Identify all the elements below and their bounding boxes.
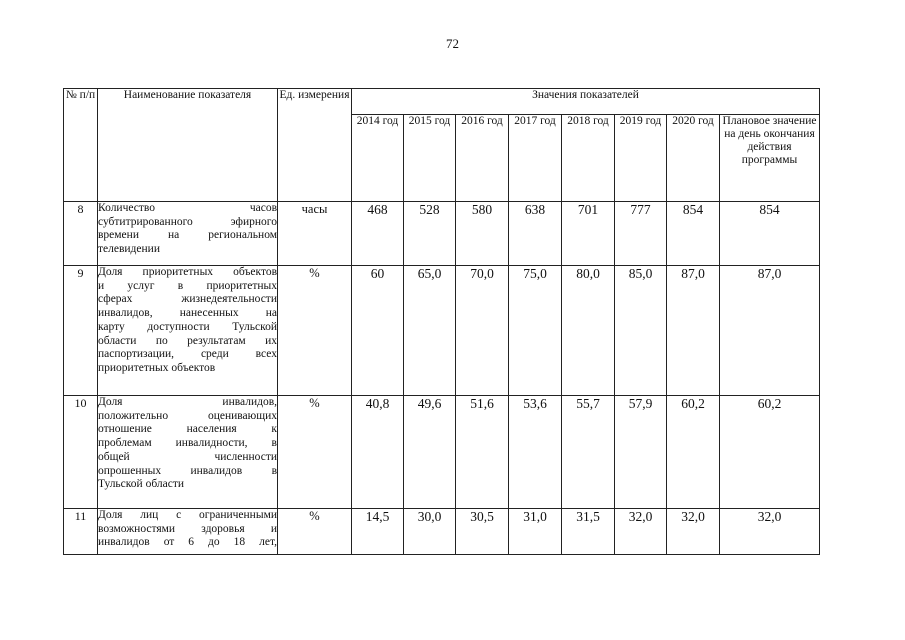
indicator-name <box>98 202 278 266</box>
indicator-name-line: сферах жизнедеятельности <box>98 293 277 306</box>
value-cell: 53,6 <box>509 396 562 509</box>
value-cell: 32,0 <box>667 509 720 555</box>
value-cell: 85,0 <box>615 266 667 396</box>
value-cell: 65,0 <box>404 266 456 396</box>
indicator-name-line: паспортизации, среди всех <box>98 348 277 361</box>
header-year: 2020 год <box>667 115 720 202</box>
unit-cell: % <box>278 396 352 509</box>
table-row <box>64 202 820 266</box>
indicator-name-line: проблемам инвалидности, в <box>98 437 277 450</box>
value-cell: 60,2 <box>667 396 720 509</box>
header-year: 2018 год <box>562 115 615 202</box>
row-number: 10 <box>64 396 98 509</box>
value-cell: 75,0 <box>509 266 562 396</box>
indicator-name <box>98 509 278 555</box>
header-year: 2017 год <box>509 115 562 202</box>
indicator-name-line: опрошенных инвалидов в <box>98 464 277 477</box>
indicator-name-line: приоритетных объектов <box>98 361 216 374</box>
indicator-name-line: Тульской области <box>98 478 185 491</box>
planned-value-cell: 854 <box>720 202 820 266</box>
header-year: 2019 год <box>615 115 667 202</box>
header-year: 2015 год <box>404 115 456 202</box>
planned-value-cell: 32,0 <box>720 509 820 555</box>
value-cell: 80,0 <box>562 266 615 396</box>
indicator-name-line: возможностями здоровья и <box>98 522 277 535</box>
indicator-name-line: телевидении <box>98 243 160 256</box>
unit-cell: часы <box>278 202 352 266</box>
indicator-name-line: времени на региональном <box>98 229 277 242</box>
indicator-name-line: Доля лиц с ограниченными <box>98 509 277 521</box>
value-cell: 638 <box>509 202 562 266</box>
value-cell: 14,5 <box>352 509 404 555</box>
indicator-name-line: отношение населения к <box>98 423 277 436</box>
indicator-name-line: и услуг в приоритетных <box>98 279 277 292</box>
value-cell: 580 <box>456 202 509 266</box>
indicator-name <box>98 266 278 396</box>
value-cell: 528 <box>404 202 456 266</box>
indicator-name-line: инвалидов, нанесенных на <box>98 307 277 320</box>
value-cell: 55,7 <box>562 396 615 509</box>
indicator-name-line: субтитрированного эфирного <box>98 215 277 228</box>
value-cell: 32,0 <box>615 509 667 555</box>
value-cell: 87,0 <box>667 266 720 396</box>
row-number: 11 <box>64 509 98 555</box>
header-year: 2016 год <box>456 115 509 202</box>
value-cell: 701 <box>562 202 615 266</box>
value-cell: 468 <box>352 202 404 266</box>
indicators-table <box>63 88 820 555</box>
header-values-group: Значения показателей <box>352 89 820 115</box>
header-unit: Ед. измерения <box>278 89 352 202</box>
indicator-name-line: положительно оценивающих <box>98 409 277 422</box>
header-planned: Плановое значение на день окончания действия программы <box>720 115 820 202</box>
table-row <box>64 266 820 396</box>
header-name: Наименование показателя <box>98 89 278 202</box>
value-cell: 777 <box>615 202 667 266</box>
unit-cell: % <box>278 266 352 396</box>
header-year: 2014 год <box>352 115 404 202</box>
value-cell: 40,8 <box>352 396 404 509</box>
table-row <box>64 396 820 509</box>
indicator-name <box>98 396 278 509</box>
page-number: 72 <box>446 36 459 51</box>
indicator-name-line: общей численности <box>98 450 277 463</box>
value-cell: 70,0 <box>456 266 509 396</box>
unit-cell: % <box>278 509 352 555</box>
indicator-name-line: карту доступности Тульской <box>98 320 277 333</box>
indicator-name-line: инвалидов от 6 до 18 лет, <box>98 536 277 549</box>
value-cell: 31,0 <box>509 509 562 555</box>
planned-value-cell: 87,0 <box>720 266 820 396</box>
value-cell: 31,5 <box>562 509 615 555</box>
indicator-name-line: области по результатам их <box>98 334 277 347</box>
value-cell: 60 <box>352 266 404 396</box>
indicator-name-line: Доля инвалидов, <box>98 396 277 408</box>
value-cell: 854 <box>667 202 720 266</box>
value-cell: 51,6 <box>456 396 509 509</box>
header-num: № п/п <box>64 89 98 202</box>
value-cell: 57,9 <box>615 396 667 509</box>
table-row <box>64 509 820 555</box>
row-number: 8 <box>64 202 98 266</box>
value-cell: 30,5 <box>456 509 509 555</box>
planned-value-cell: 60,2 <box>720 396 820 509</box>
value-cell: 49,6 <box>404 396 456 509</box>
indicator-name-line: Доля приоритетных объектов <box>98 266 277 278</box>
row-number: 9 <box>64 266 98 396</box>
value-cell: 30,0 <box>404 509 456 555</box>
indicator-name-line: Количество часов <box>98 202 277 214</box>
